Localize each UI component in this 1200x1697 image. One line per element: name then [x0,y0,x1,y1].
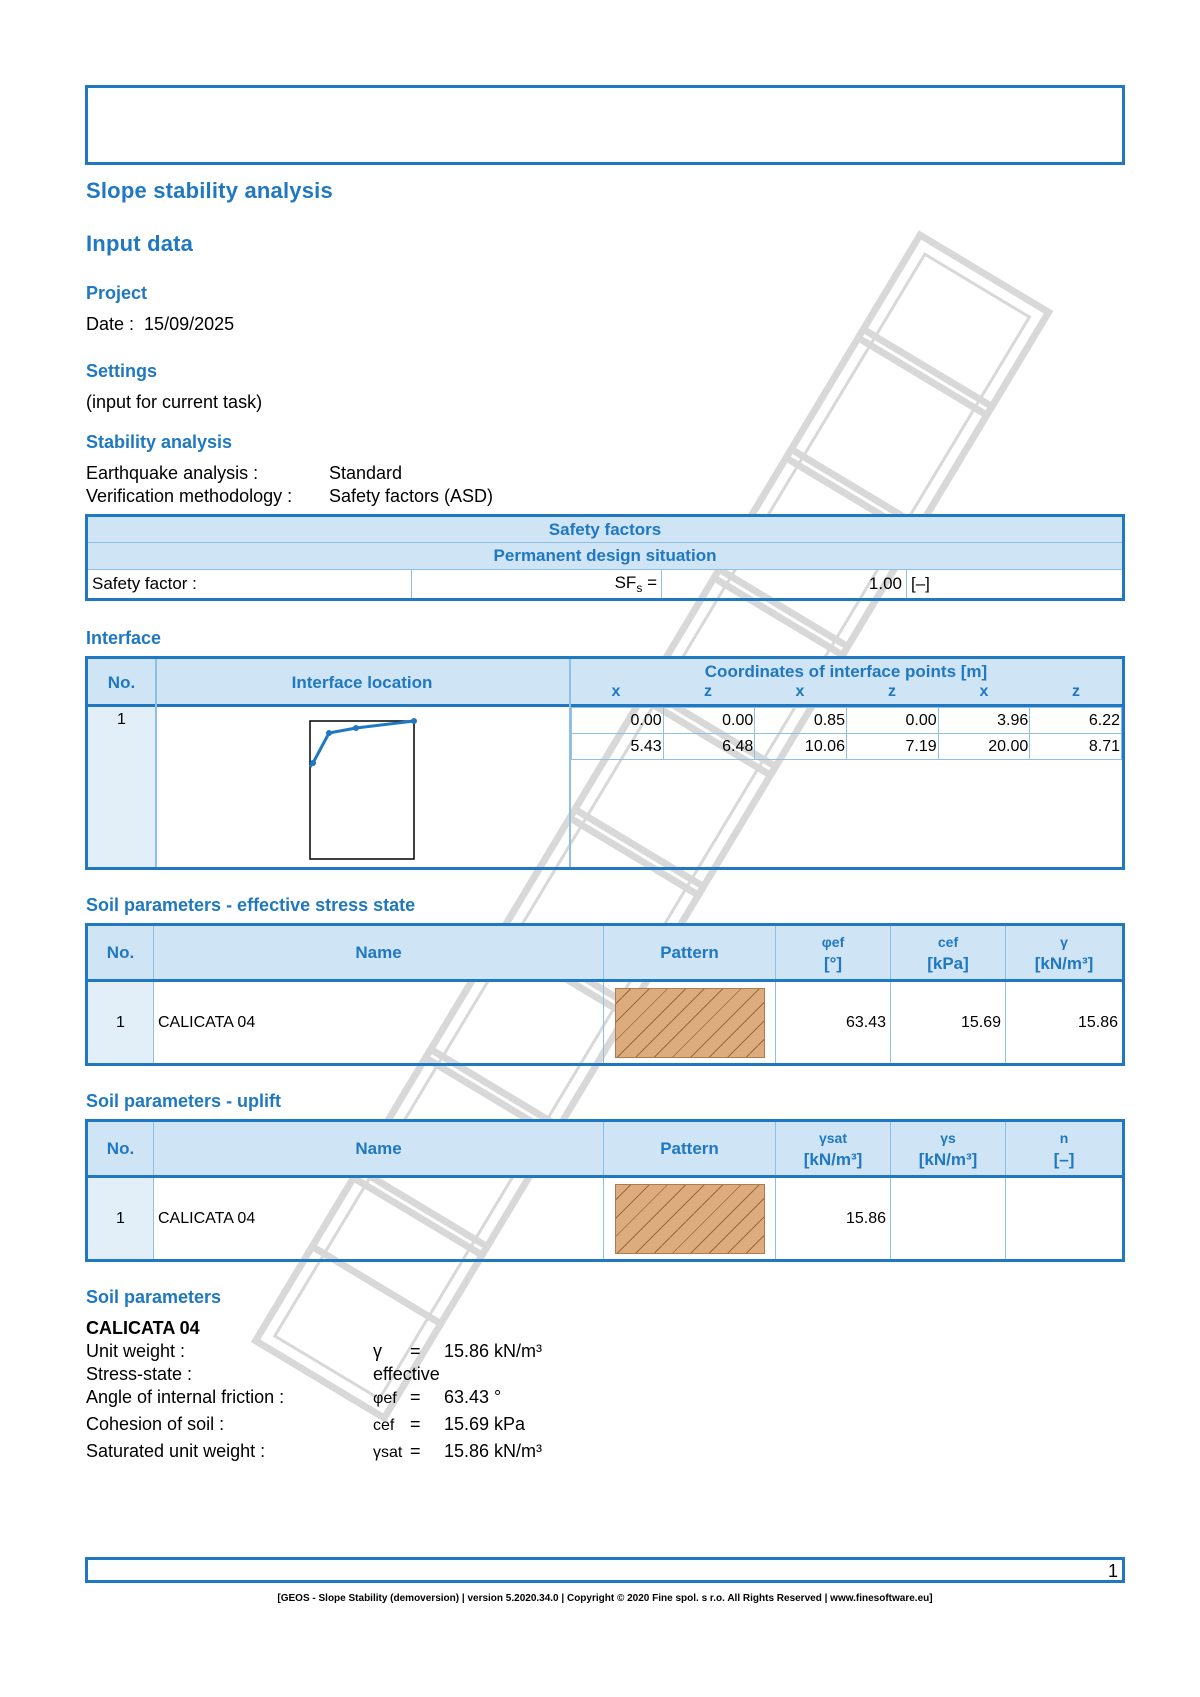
soil-params-heading: Soil parameters [86,1287,222,1307]
date-value: 15/09/2025 [144,314,235,334]
soil-param-value: 63.43 ° [444,1387,502,1407]
point-cell: 6.48 [663,734,755,760]
soil-param-label: Angle of internal friction : [86,1387,285,1407]
settings-note: (input for current task) [86,392,263,412]
col-gamma-unit: [kN/m³] [1034,953,1094,973]
point-cell: 10.06 [755,734,847,760]
axis-z-3: z [1072,683,1080,700]
safety-table-subtitle: Permanent design situation [87,543,1124,570]
sf-symbol: SF [614,573,637,592]
axis-x-1: x [611,683,621,700]
diagram-interface-line [310,721,414,767]
soil-up-row-gsat: 15.86 [776,1177,891,1261]
soil-param-symbol: cef [373,1417,395,1434]
col-gsat-unit: [kN/m³] [803,1149,863,1169]
soil-up-col-n [1006,1121,1124,1177]
axis-z-1: z [704,683,712,700]
interface-table [85,656,1125,870]
soil-eff-row-phi: 63.43 [776,981,891,1065]
stability-row-0-label: Earthquake analysis : [86,463,259,483]
soil-up-col-pattern: Pattern [604,1121,776,1177]
soil-effective-header-row [87,925,1124,981]
header-frame [85,85,1125,165]
point-cell: 0.00 [663,708,755,734]
point-cell: 5.43 [572,734,664,760]
page-number: 1 [1107,1561,1118,1581]
soil-uplift-heading: Soil parameters - uplift [86,1091,282,1111]
project-heading: Project [86,283,148,303]
stability-heading: Stability analysis [86,432,233,452]
soil-param-label: Unit weight : [86,1341,186,1361]
point-cell: 3.96 [938,708,1030,734]
soil-param-value: 15.69 kPa [444,1414,526,1434]
diagram-point [353,725,359,731]
interface-col-location: Interface location [291,673,433,692]
axis-z-2: z [888,683,896,700]
soil-param-label: Saturated unit weight : [86,1441,266,1461]
soil-up-row-gs [891,1177,1006,1261]
safety-factor-symbol [412,570,662,600]
soil-param-eq: = [410,1387,421,1407]
soil-pattern-swatch [615,988,765,1058]
axis-x-3: x [979,683,989,700]
section-input-data: Input data [86,231,194,256]
interface-col-coords: Coordinates of interface points [m] [704,662,988,681]
soil-param-label: Stress-state : [86,1364,193,1384]
interface-no-cell [88,707,155,867]
point-cell: 0.00 [846,708,938,734]
soil-eff-col-c [891,925,1006,981]
page-title: Slope stability analysis [86,178,333,203]
soil-uplift-row [87,1177,1124,1261]
safety-factor-value: 1.00 [662,570,907,600]
soil-eff-col-phi [776,925,891,981]
safety-factor-label: Safety factor : [87,570,412,600]
soil-param-eq: = [410,1441,421,1461]
soil-eff-row-no: 1 [87,981,154,1065]
soil-param-symbol: γsat [373,1444,403,1461]
soil-up-row-name: CALICATA 04 [154,1177,604,1261]
soil-eff-row-pattern [604,981,776,1065]
soil-up-col-gsat [776,1121,891,1177]
stability-row-0-value: Standard [329,463,403,483]
settings-heading: Settings [86,361,158,381]
soil-eff-col-gamma [1006,925,1124,981]
soil-up-col-gs [891,1121,1006,1177]
footer-copyright: [GEOS - Slope Stability (demoversion) | version 5.2020.34.0 | Copyright © 2020 Fine spol. s r.o. All Rights Reserved | www.finesoftware.eu] [277,1593,933,1604]
soil-effective-heading: Soil parameters - effective stress state [86,895,416,915]
soil-eff-col-no: No. [87,925,154,981]
col-gamma-sym: γ [1060,933,1068,950]
safety-factors-table [85,514,1125,601]
point-cell: 0.85 [755,708,847,734]
soil-eff-row-name: CALICATA 04 [154,981,604,1065]
col-n-unit: [–] [1053,1149,1075,1169]
col-phi-sym: φef [821,933,845,950]
interface-axis-row [570,683,1122,703]
col-c-unit: [kPa] [927,953,969,973]
stability-row-1-value: Safety factors (ASD) [329,486,494,506]
soil-param-symbol: γ [373,1341,382,1361]
soil-uplift-header-row [87,1121,1124,1177]
footer-frame [85,1557,1125,1583]
sf-equals: = [647,573,657,592]
soil-uplift-table [85,1119,1125,1262]
point-cell: 7.19 [846,734,938,760]
soil-effective-row [87,981,1124,1065]
points-row [572,708,1122,734]
soil-up-col-no: No. [87,1121,154,1177]
col-c-sym: cef [937,933,959,950]
soil-param-value: effective [373,1364,440,1384]
date-label: Date : [86,314,135,334]
col-gsat-sym: γsat [818,1129,848,1146]
point-cell: 6.22 [1030,708,1122,734]
interface-col-no: No. [107,673,136,692]
sf-symbol-sub: s [636,581,643,595]
project-date [86,314,234,335]
soil-up-col-name: Name [154,1121,604,1177]
safety-table-title: Safety factors [87,516,1124,543]
soil-eff-row-c: 15.69 [891,981,1006,1065]
soil-eff-row-gamma: 15.86 [1006,981,1124,1065]
interface-points-grid [571,707,1122,760]
soil-param-value: 15.86 kN/m³ [444,1341,543,1361]
soil-eff-col-pattern: Pattern [604,925,776,981]
col-gs-unit: [kN/m³] [918,1149,978,1169]
safety-factor-unit: [–] [907,570,1124,600]
diagram-point [310,760,316,766]
soil-param-eq: = [410,1414,421,1434]
soil-param-eq: = [410,1341,421,1361]
diagram-point [411,718,417,724]
col-n-sym: n [1059,1129,1069,1146]
interface-sep-2 [569,659,571,867]
soil-effective-table [85,923,1125,1066]
point-cell: 20.00 [938,734,1030,760]
soil-pattern-swatch [615,1184,765,1254]
soil-eff-col-name: Name [154,925,604,981]
interface-row-no: 1 [117,711,126,728]
col-gs-sym: γs [940,1129,956,1146]
soil-params-name: CALICATA 04 [86,1318,200,1338]
point-cell: 0.00 [572,708,664,734]
soil-param-value: 15.86 kN/m³ [444,1441,543,1461]
axis-x-2: x [795,683,805,700]
diagram-point [326,730,332,736]
interface-heading: Interface [86,628,162,648]
col-phi-unit: [°] [823,953,843,973]
stability-row-1-label: Verification methodology : [86,486,293,506]
point-cell: 8.71 [1030,734,1122,760]
soil-up-row-pattern [604,1177,776,1261]
soil-param-symbol: φef [373,1390,397,1407]
points-row [572,734,1122,760]
soil-up-row-no: 1 [87,1177,154,1261]
soil-param-label: Cohesion of soil : [86,1414,225,1434]
soil-up-row-n [1006,1177,1124,1261]
interface-location-diagram [155,707,569,867]
